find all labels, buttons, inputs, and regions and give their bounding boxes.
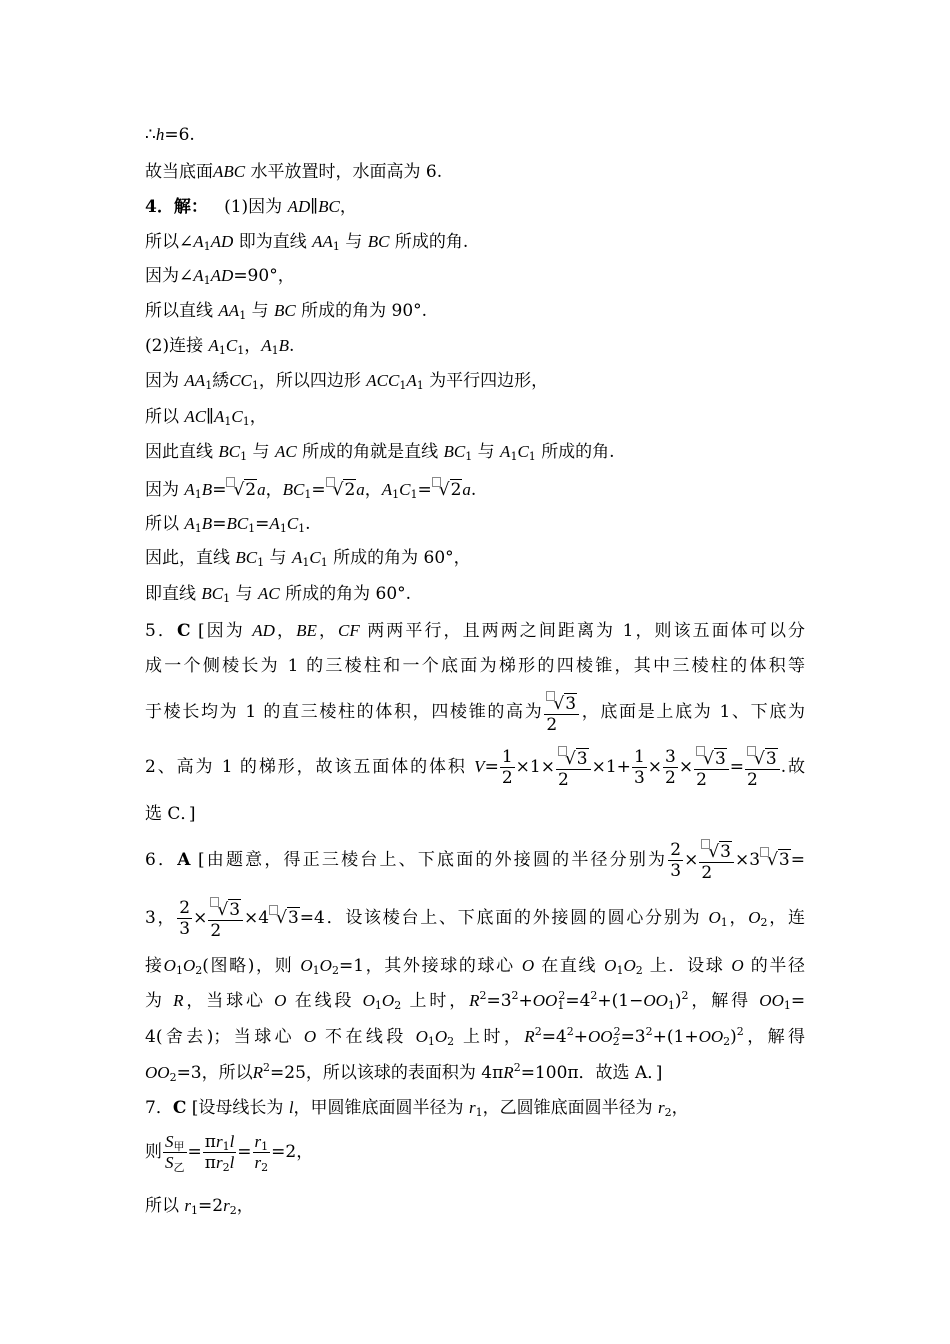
q5-line-4: 2、高为 1 的梯形，故该五面体的体积 V= $\frac{1}{2}$ ×1× $\frac{√3}{2}$ ×1+ $\frac{1}{3}$ × $\frac{3}{2}$ × $\frac{√3}{2}$ = $\frac{√3}{2}$ .故 <box>145 747 806 790</box>
q4-line-8: 因此直线 $BC_1$ 与 AC 所成的角就是直线 $BC_1$ 与 $A_1C_1$ 所成的角. <box>145 442 615 463</box>
line-h-equals-6: ∴h=6. <box>145 125 195 145</box>
q4-line-7: 所以 $AC\parallel A_1C_1$， <box>145 407 267 428</box>
q5-line-3: 于棱长均为 1 的直三棱柱的体积，四棱锥的高为 $\frac{√3}{2}$ ，底面是上底为 1、下底为 <box>145 690 805 735</box>
q4-line-11: 因此，直线 $BC_1$ 与 $A_1C_1$ 所成的角为 60°， <box>145 548 471 569</box>
line-water-height: 故当底面ABC 水平放置时，水面高为 6. <box>145 162 443 182</box>
q4-line-6: 因为 $AA_1$綉$CC_1$，所以四边形 $ACC_1A_1$ 为平行四边形， <box>145 371 549 392</box>
q4-part2: (2)连接 $A_1C_1$，$A_1B$. <box>145 336 295 357</box>
q4-line-10: 所以 $A_1B=BC_1=A_1C_1$. <box>145 514 311 535</box>
q4-line-9: 因为 $A_1B= √2a$，$BC_1= √2a$，$A_1C_1= √2a$. <box>145 477 805 501</box>
q4-line-2: 所以$\angle A_1AD$ 即为直线 $AA_1$ 与 BC 所成的角. <box>145 232 469 253</box>
q6-line-4: 为 R，当球心 O 在线段 $O_1O_2$ 上时，$R^2=3^2+OO_1^2=4^2+(1-OO_1)^2$，解得 $OO_1=$ <box>145 989 806 1012</box>
q4-header: 4．解： (1)因为 AD∥BC， <box>145 197 357 217</box>
q7-line-1: 7．C [设母线长为 l，甲圆锥底面圆半径为 $r_1$，乙圆锥底面圆半径为 $r_2$， <box>145 1098 689 1119</box>
q5-line-5: 选 C．] <box>145 804 196 824</box>
q7-line-2: 则 $S_甲$ $S_乙$ = $\frac{\pi r_1l}{\pi r_2l}$ = $\frac{r_1}{r_2}$ =2， <box>145 1132 314 1174</box>
q6-line-5: 4(舍去)；当球心 O 不在线段 $O_1O_2$ 上时，$R^2=4^2+OO_2^2=3^2+(1+OO_2)^2$，解得 <box>145 1025 806 1048</box>
q5-line-2: 成一个侧棱长为 1 的三棱柱和一个底面为梯形的四棱锥，其中三棱柱的体积等 <box>145 656 805 676</box>
q4-line-3: 因为$\angle A_1AD=90^\circ$， <box>145 266 295 287</box>
q6-line-2: 3， $\frac{2}{3}$ × $\frac{√3}{2}$ ×4 √3=4．设该棱台上、下底面的外接圆的圆心分别为 $O_1$，$O_2$，连 <box>145 898 806 941</box>
q7-line-3: 所以 $r_1=2r_2$， <box>145 1196 254 1217</box>
q6-line-3: 接$O_1O_2$(图略)，则 $O_1O_2=1$，其外接球的球心 O 在直线 $O_1O_2$ 上．设球 O 的半径 <box>145 956 806 977</box>
q4-line-4: 所以直线 $AA_1$ 与 BC 所成的角为 90°. <box>145 301 428 322</box>
q4-line-12: 即直线 $BC_1$ 与 AC 所成的角为 60°. <box>145 584 412 605</box>
q6-line-6: $OO_2=3$，所以$R^2=25$，所以该球的表面积为 $4\pi R^2=100\pi$．故选 A．] <box>145 1061 663 1084</box>
q6-line-1: 6．A [由题意，得正三棱台上、下底面的外接圆的半径分别为 $\frac{2}{3}$ × $\frac{√3}{2}$ ×3 √3= <box>145 840 805 883</box>
q5-line-1: 5．C [因为 AD，BE，CF 两两平行，且两两之间距离为 1，则该五面体可以分 <box>145 621 806 641</box>
